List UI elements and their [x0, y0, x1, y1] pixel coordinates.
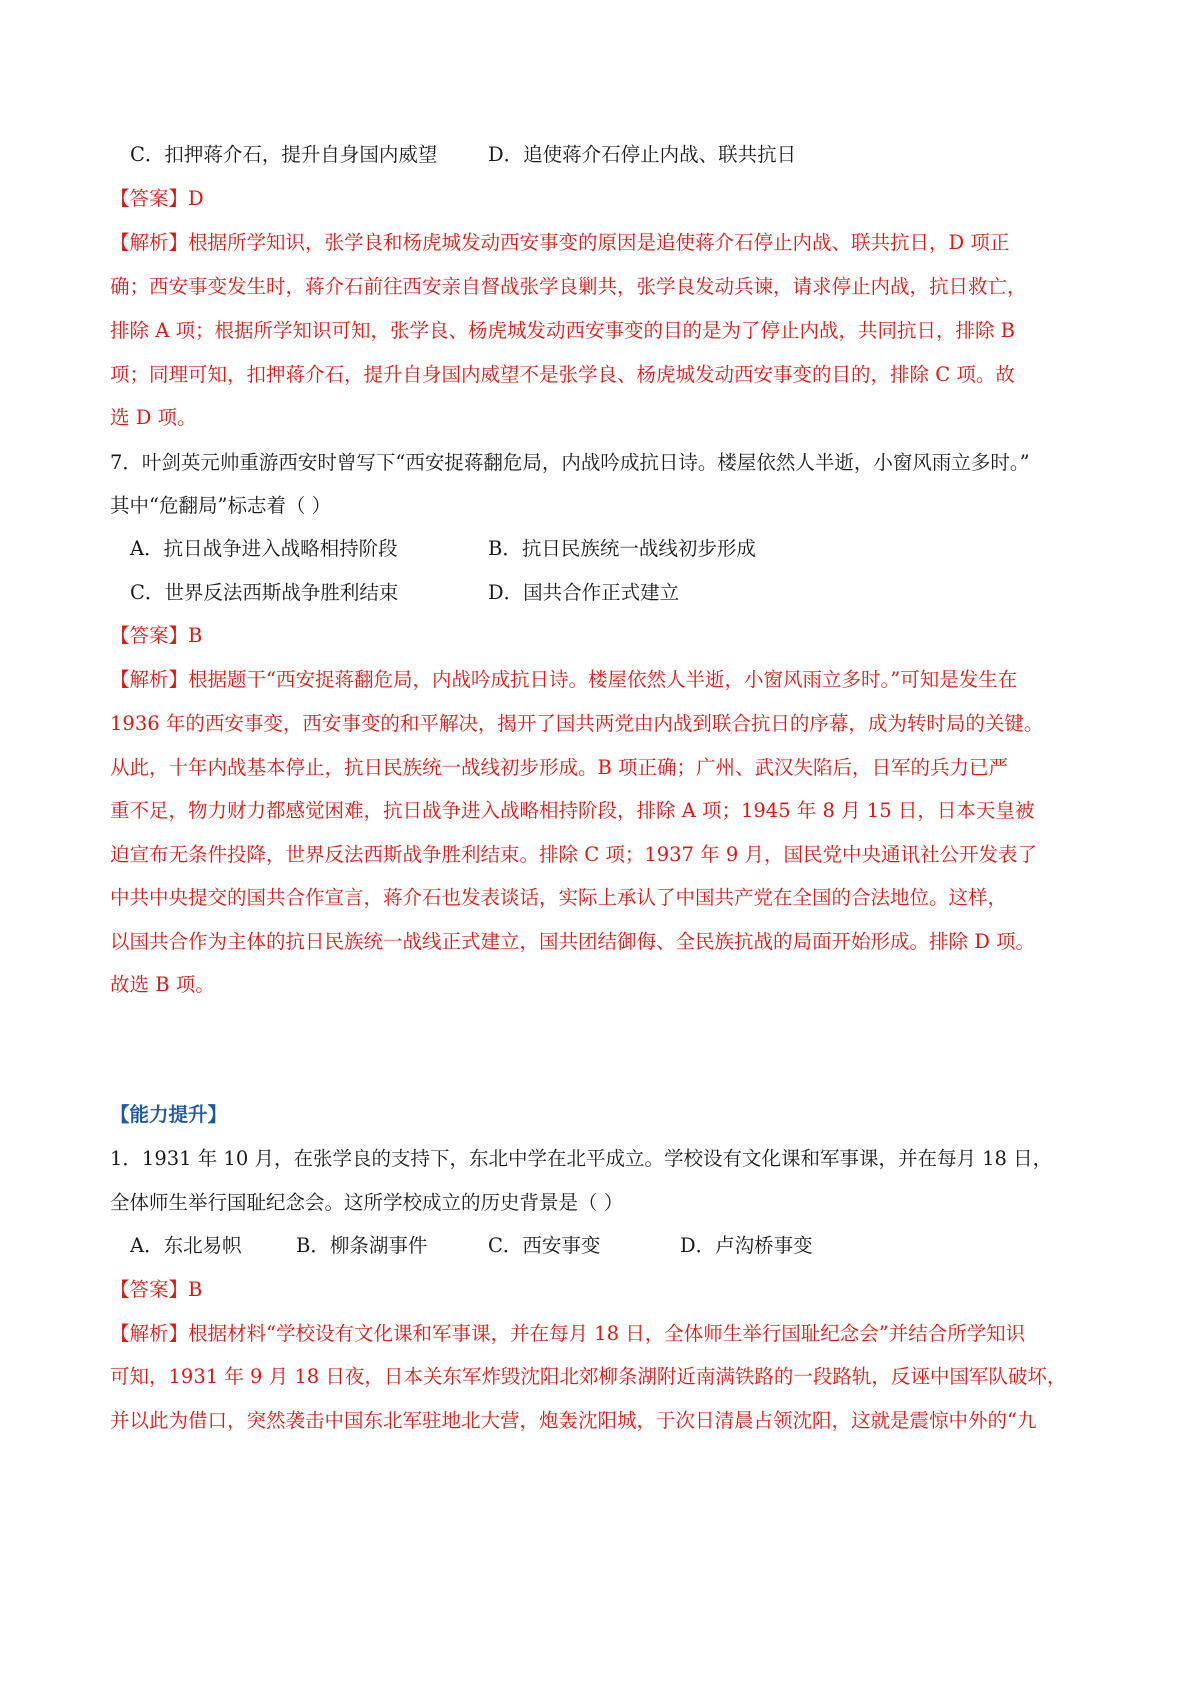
q7-option-a: A．抗日战争进入战略相持阶段	[130, 537, 398, 560]
q7-option-c: C．世界反法西斯战争胜利结束	[130, 581, 399, 604]
q7-analysis-line: 中共中央提交的国共合作宣言，蒋介石也发表谈话，实际上承认了中国共产党在全国的合法地位。这样，	[110, 886, 1008, 909]
q6-answer	[110, 184, 1120, 214]
q7-option-b: B．抗日民族统一战线初步形成	[488, 537, 756, 560]
q6-analysis-line: 排除 A 项；根据所学知识可知，张学良、杨虎城发动西安事变的目的是为了停止内战，共同抗日，排除 B	[110, 319, 1016, 342]
p1-option-d: D．卢沟桥事变	[680, 1234, 813, 1257]
analysis-text: 根据题干“西安捉蒋翻危局，内战吟成抗日诗。楼屋依然人半逝，小窗风雨立多时。”可知是发生在	[188, 668, 1018, 691]
p1-stem-line: 全体师生举行国耻纪念会。这所学校成立的历史背景是（ ）	[110, 1191, 624, 1214]
p1-answer	[110, 1275, 1120, 1305]
answer-value: B	[188, 624, 203, 647]
q6-analysis-line	[110, 228, 1120, 258]
p1-stem-line: 1．1931 年 10 月，在张学良的支持下，东北中学在北平成立。学校设有文化课和军事课，并在每月 18 日，	[110, 1147, 1053, 1170]
q7-answer	[110, 621, 1120, 651]
q7-analysis-line: 1936 年的西安事变，西安事变的和平解决，揭开了国共两党由内战到联合抗日的序幕，成为转时局的关键。	[110, 712, 1044, 735]
q7-option-d: D．国共合作正式建立	[488, 581, 680, 604]
p1-analysis-line	[110, 1319, 1120, 1349]
q6-analysis-line: 选 D 项。	[110, 406, 197, 429]
answer-label: 【答案】	[110, 187, 189, 210]
p1-analysis-line: 可知，1931 年 9 月 18 日夜，日本关东军炸毁沈阳北郊柳条湖附近南满铁路的一段路轨，反诬中国军队破坏，	[110, 1365, 1067, 1388]
q6-analysis-line: 确；西安事变发生时，蒋介石前往西安亲自督战张学良剿共，张学良发动兵谏，请求停止内战，抗日救亡，	[110, 275, 1027, 298]
analysis-label: 【解析】	[110, 1322, 189, 1345]
analysis-label: 【解析】	[110, 231, 189, 254]
analysis-text: 根据所学知识，张学良和杨虎城发动西安事变的原因是追使蒋介石停止内战、联共抗日，D 项正	[188, 231, 1010, 254]
q7-analysis-line: 从此，十年内战基本停止，抗日民族统一战线初步形成。B 项正确；广州、武汉失陷后，日军的兵力已严	[110, 756, 1009, 779]
answer-value: B	[188, 1278, 203, 1301]
q7-stem-line: 7．叶剑英元帅重游西安时曾写下“西安捉蒋翻危局，内战吟成抗日诗。楼屋依然人半逝，小窗风雨立多时。”	[110, 451, 1030, 474]
q7-analysis-line: 故选 B 项。	[110, 973, 215, 996]
answer-value: D	[188, 187, 204, 210]
section-heading: 【能力提升】	[110, 1103, 228, 1126]
analysis-label: 【解析】	[110, 668, 189, 691]
answer-label: 【答案】	[110, 1278, 189, 1301]
p1-analysis-line: 并以此为借口，突然袭击中国东北军驻地北大营，炮轰沈阳城，于次日清晨占领沈阳，这就是震惊中外的“九	[110, 1409, 1037, 1432]
q7-stem-line: 其中“危翻局”标志着（ ）	[110, 494, 332, 517]
q7-analysis-line: 重不足，物力财力都感觉困难，抗日战争进入战略相持阶段，排除 A 项；1945 年 8 月 15 日，日本天皇被	[110, 799, 1035, 822]
q6-option-d: D．追使蒋介石停止内战、联共抗日	[488, 143, 797, 166]
q7-analysis-line	[110, 665, 1120, 695]
q7-analysis-line: 迫宣布无条件投降，世界反法西斯战争胜利结束。排除 C 项；1937 年 9 月，国民党中央通讯社公开发表了	[110, 843, 1037, 866]
answer-label: 【答案】	[110, 624, 189, 647]
q6-option-c: C．扣押蒋介石，提升自身国内威望	[130, 143, 438, 166]
q7-analysis-line: 以国共合作为主体的抗日民族统一战线正式建立，国共团结御侮、全民族抗战的局面开始形成。排除 D 项。	[110, 930, 1036, 953]
p1-option-c: C．西安事变	[488, 1234, 601, 1257]
p1-option-a: A．东北易帜	[130, 1234, 242, 1257]
analysis-text: 根据材料“学校设有文化课和军事课，并在每月 18 日，全体师生举行国耻纪念会”并结合所学知识	[188, 1322, 1026, 1345]
q6-analysis-line: 项；同理可知，扣押蒋介石，提升自身国内威望不是张学良、杨虎城发动西安事变的目的，排除 C 项。故	[110, 363, 1015, 386]
p1-option-b: B．柳条湖事件	[296, 1234, 428, 1257]
